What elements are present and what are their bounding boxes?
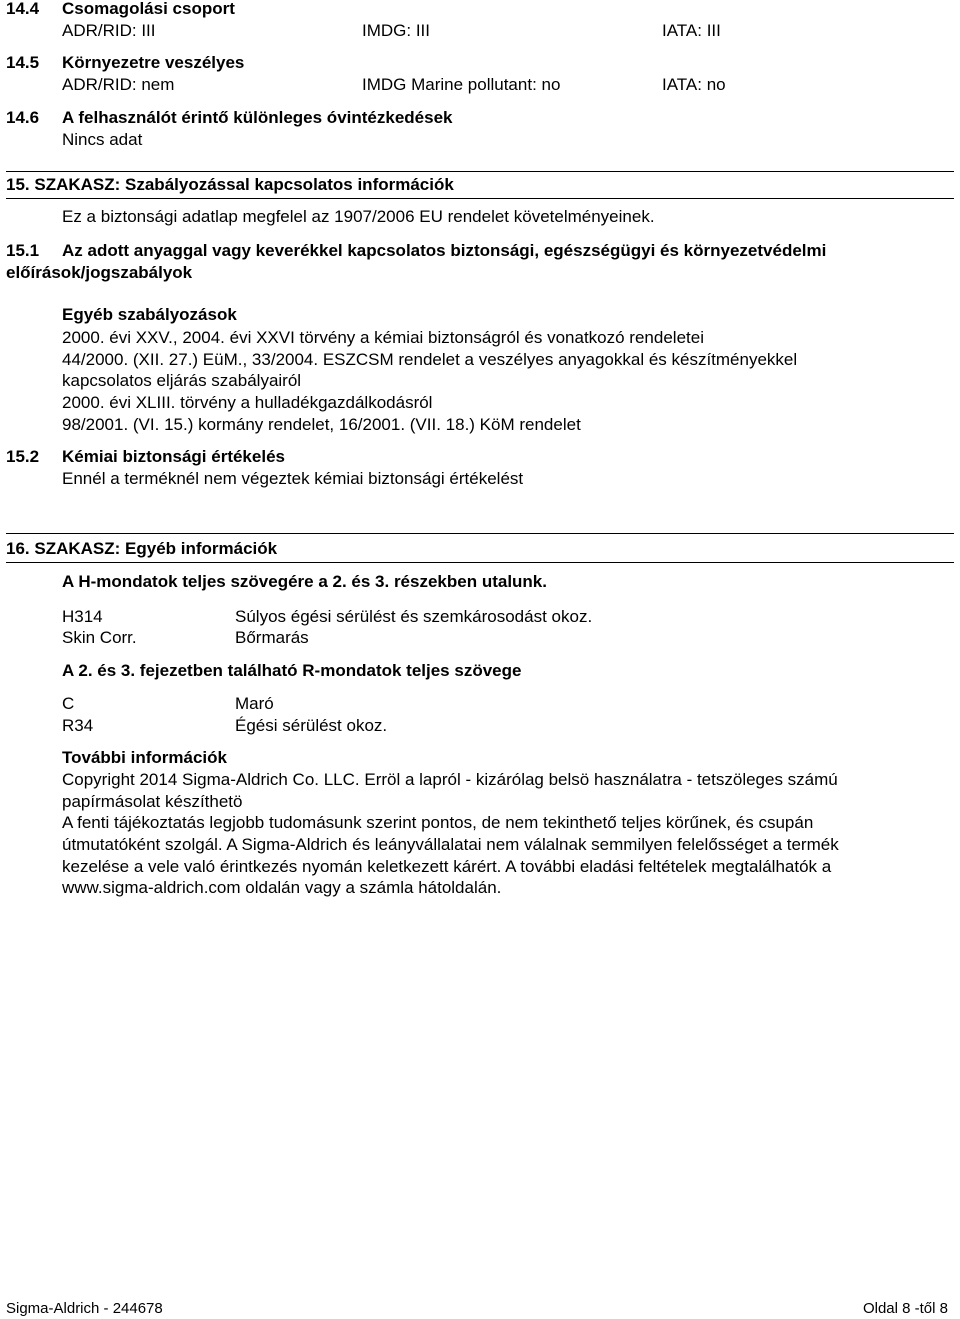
r-code: C	[62, 694, 75, 713]
regulation-line: 98/2001. (VI. 15.) kormány rendelet, 16/2001. (VII. 18.) KöM rendelet	[62, 415, 581, 434]
section-text: Ennél a terméknél nem végeztek kémiai biztonsági értékelést	[62, 469, 524, 488]
section-number: 15.1	[6, 241, 40, 260]
section-title: A felhasználót érintő különleges óvintézkedések	[62, 108, 453, 127]
section-divider	[6, 171, 954, 172]
adr-value: ADR/RID: nem	[62, 75, 175, 94]
subsection-title: További információk	[62, 748, 227, 767]
section-number: 14.5	[6, 53, 40, 72]
section-number: 15.2	[6, 447, 40, 466]
section-number: 14.4	[6, 0, 40, 18]
h-text: Bőrmarás	[235, 628, 309, 647]
regulation-line: 2000. évi XXV., 2004. évi XXVI törvény a kémiai biztonságról és vonatkozó rendeletei	[62, 328, 704, 347]
h-code: Skin Corr.	[62, 628, 137, 647]
section-divider	[6, 562, 954, 563]
section-text: Nincs adat	[62, 130, 143, 149]
footer-left: Sigma-Aldrich - 244678	[6, 1300, 163, 1317]
adr-value: ADR/RID: III	[62, 21, 156, 40]
section-title: Környezetre veszélyes	[62, 53, 245, 72]
section-heading: 16. SZAKASZ: Egyéb információk	[6, 539, 278, 558]
info-line: www.sigma-aldrich.com oldalán vagy a számla hátoldalán.	[62, 878, 502, 897]
section-divider	[6, 533, 954, 534]
page-number: Oldal 8 -től 8	[862, 1300, 948, 1317]
r-text: Égési sérülést okoz.	[235, 716, 388, 735]
info-line: Copyright 2014 Sigma-Aldrich Co. LLC. Erröl a lapról - kizárólag belsö használatra - tetszöleges számú	[62, 770, 838, 789]
r-statements-intro: A 2. és 3. fejezetben található R-mondatok teljes szövege	[62, 661, 522, 680]
info-line: papírmásolat készíthetö	[62, 792, 243, 811]
section-title: Csomagolási csoport	[62, 0, 235, 18]
iata-value: IATA: III	[662, 21, 721, 40]
imdg-value: IMDG Marine pollutant: no	[362, 75, 561, 94]
h-code: H314	[62, 607, 103, 626]
info-line: A fenti tájékoztatás legjobb tudomásunk szerint pontos, de nem tekinthető teljes körűnek, és csupán	[62, 813, 814, 832]
intro-text: Ez a biztonsági adatlap megfelel az 1907/2006 EU rendelet követelményeinek.	[62, 207, 655, 226]
imdg-value: IMDG: III	[362, 21, 430, 40]
subsection-title: Egyéb szabályozások	[62, 305, 237, 324]
iata-value: IATA: no	[662, 75, 726, 94]
section-title: Kémiai biztonsági értékelés	[62, 447, 285, 466]
section-title: Az adott anyaggal vagy keverékkel kapcsolatos biztonsági, egészségügyi és környezetvédelmi	[62, 241, 827, 260]
section-title-cont: előírások/jogszabályok	[6, 263, 193, 282]
regulation-line: kapcsolatos eljárás szabályairól	[62, 371, 302, 390]
h-text: Súlyos égési sérülést és szemkárosodást okoz.	[235, 607, 593, 626]
h-statements-intro: A H-mondatok teljes szövegére a 2. és 3. részekben utalunk.	[62, 572, 547, 591]
r-code: R34	[62, 716, 94, 735]
section-heading: 15. SZAKASZ: Szabályozással kapcsolatos információk	[6, 175, 454, 194]
regulation-line: 2000. évi XLIII. törvény a hulladékgazdálkodásról	[62, 393, 433, 412]
info-line: útmutatóként szolgál. A Sigma-Aldrich és leányvállalatai nem válalnak semmilyen felelősséget a termék	[62, 835, 839, 854]
section-number: 14.6	[6, 108, 40, 127]
regulation-line: 44/2000. (XII. 27.) EüM., 33/2004. ESZCSM rendelet a veszélyes anyagokkal és készítményekkel	[62, 350, 798, 369]
r-text: Maró	[235, 694, 274, 713]
section-divider	[6, 198, 954, 199]
info-line: kezelése a vele való érintkezés nyomán keletkezett kárért. A további eladási feltételek megtalálhatók a	[62, 857, 832, 876]
